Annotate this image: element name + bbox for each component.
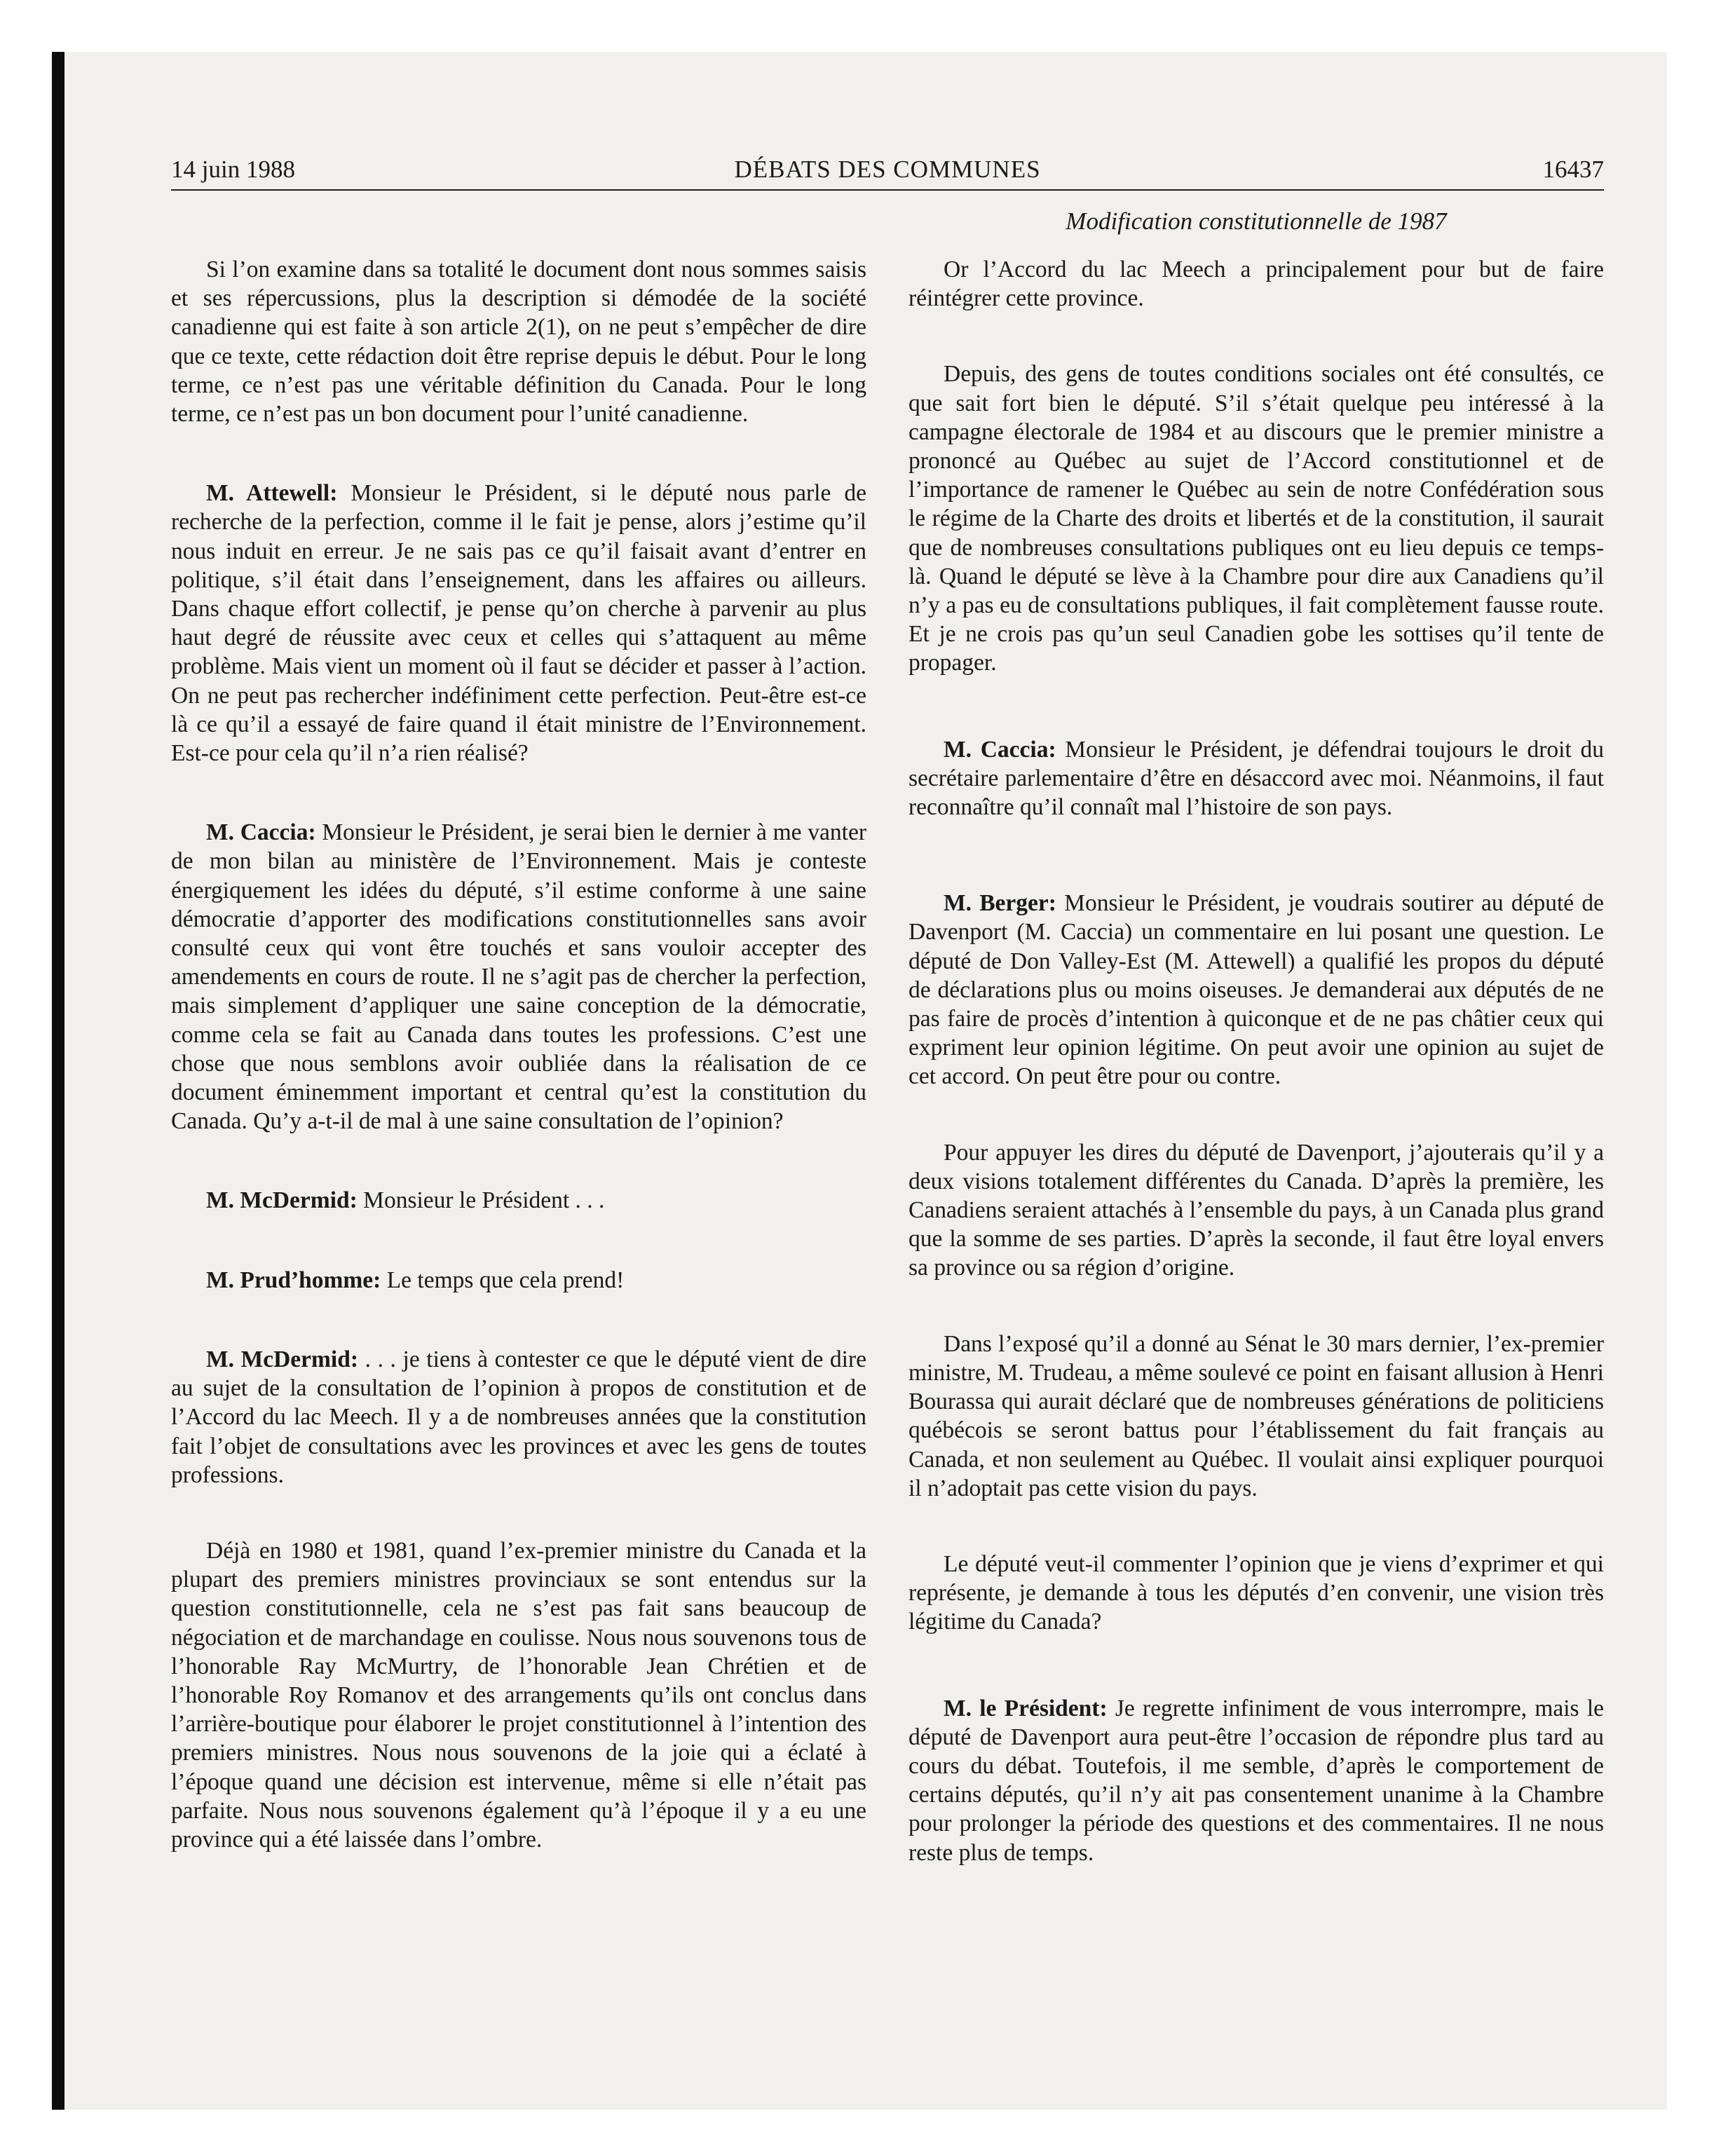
right-column: [909, 255, 1604, 1867]
section-subheader: Modification constitutionnelle de 1987: [1066, 207, 1447, 235]
speaker-name: M. Caccia:: [944, 736, 1056, 763]
paragraph-text: Monsieur le Président, si le député nous parle de recherche de la perfection, comme il le fait je pense, alors j’estime qu’il nous induit en erreur. Je ne sais pas ce qu’il faisait avant d’entrer en politique, s’il était dans l’enseignement, dans les affaires ou ailleurs. Dans chaque effort collectif, je pense qu’on cherche à parvenir au plus haut degré de réussite avec ceux et celles qui s’attaquent au même problème. Mais vient un moment où il faut se décider et passer à l’action. On ne peut pas rechercher indéfiniment cette perfection. Peut-être est-ce là ce qu’il a essayé de faire quand il était ministre de l’Environnement. Est-ce pour cela qu’il n’a rien réalisé?: [171, 480, 866, 767]
left-column: [171, 255, 866, 1854]
paragraph: [171, 479, 866, 767]
paragraph: [909, 889, 1604, 1091]
paragraph: [171, 1345, 866, 1489]
speaker-name: M. McDermid:: [206, 1346, 359, 1372]
paragraph-text: Dans l’exposé qu’il a donné au Sénat le 30 mars dernier, l’ex-premier ministre, M. Trudeau, a même soulevé ce point en faisant allusion à Henri Bourassa qui aurait déclaré que de nombreuses générations de politiciens québécois se seront battus pour l’établissement du fait français au Canada, et non seulement au Québec. Il voulait ainsi expliquer pourquoi il n’adoptait pas cette vision du pays.: [909, 1330, 1604, 1501]
header-page-number: 16437: [1542, 156, 1604, 183]
paragraph: [171, 1536, 866, 1854]
speaker-name: M. Attewell:: [206, 480, 338, 507]
paragraph-text: Déjà en 1980 et 1981, quand l’ex-premier ministre du Canada et la plupart des premiers ministres provinciaux se sont entendus sur la question constitutionnelle, cela ne s’est pas fait sans beaucoup de négociation et de marchandage en coulisse. Nous nous souvenons tous de l’honorable Ray McMurtry, de l’honorable Jean Chrétien et de l’honorable Roy Romanov et des arrangements qu’ils ont conclus dans l’arrière-boutique pour élaborer le projet constitutionnel à l’intention des premiers ministres. Nous nous souvenons de la joie qui a éclaté à l’époque quand une décision est intervenue, même si elle n’était pas parfaite. Nous nous souvenons également qu’à l’époque il y a eu une province qui a été laissée dans l’ombre.: [171, 1537, 866, 1853]
paragraph-text: Monsieur le Président, je serai bien le dernier à me vanter de mon bilan au ministère de l’Environnement. Mais je conteste énergiquement les idées du député, s’il estime conforme à une saine démocratie d’apporter des modifications constitutionnelles sans avoir consulté ceux qui vont être touchés et sans vouloir accepter des amendements en cours de route. Il ne s’agit pas de chercher la perfection, mais simplement d’appliquer une saine conception de la démocratie, comme cela se fait au Canada dans toutes les professions. C’est une chose que nous semblons avoir oubliée dans la réalisation de ce document éminemment important et central qu’est la constitution du Canada. Qu’y a-t-il de mal à une saine consultation de l’opinion?: [171, 819, 866, 1135]
paragraph: [909, 1694, 1604, 1867]
page-header: [171, 150, 1604, 191]
paragraph: [171, 255, 866, 428]
paragraph-text: Si l’on examine dans sa totalité le document dont nous sommes saisis et ses répercussions, plus la description si démodée de la société canadienne qui est faite à son article 2(1), on ne peut s’empêcher de dire que ce texte, cette rédaction doit être reprise depuis le début. Pour le long terme, ce n’est pas une véritable définition du Canada. Pour le long terme, ce n’est pas un bon document pour l’unité canadienne.: [171, 257, 866, 428]
paragraph-text: Monsieur le Président, je défendrai toujours le droit du secrétaire parlementaire d’être en désaccord avec moi. Néanmoins, il faut reconnaître qu’il connaît mal l’histoire de son pays.: [909, 736, 1604, 821]
paragraph: [909, 360, 1604, 677]
paragraph-text: . . . je tiens à contester ce que le député vient de dire au sujet de la consultation de l’opinion à propos de constitution et de l’Accord du lac Meech. Il y a de nombreuses années que la constitution fait l’objet de consultations avec les provinces et avec les gens de toutes professions.: [171, 1346, 866, 1488]
scan-edge-shadow: [52, 52, 64, 2110]
paragraph-text: Monsieur le Président . . .: [357, 1187, 605, 1214]
speaker-name: M. Berger:: [944, 890, 1056, 917]
paragraph-text: Or l’Accord du lac Meech a principalement pour but de faire réintégrer cette province.: [909, 257, 1604, 312]
paragraph-text: Le député veut-il commenter l’opinion que je viens d’exprimer et qui représente, je demande à tous les députés d’en convenir, une vision très légitime du Canada?: [909, 1550, 1604, 1635]
paragraph-text: Monsieur le Président, je voudrais soutirer au député de Davenport (M. Caccia) un commentaire en lui posant une question. Le député de Don Valley-Est (M. Attewell) a qualifié les propos du député de déclarations plus ou moins oiseuses. Je demanderai aux députés de ne pas faire de procès d’intention à quiconque et de ne pas châtier ceux qui expriment leur opinion légitime. On peut avoir une opinion au sujet de cet accord. On peut être pour ou contre.: [909, 890, 1604, 1090]
paragraph: [909, 1550, 1604, 1637]
paragraph: [909, 1138, 1604, 1283]
speaker-name: M. le Président:: [944, 1695, 1108, 1721]
speaker-name: M. Prud’homme:: [206, 1267, 381, 1293]
paragraph: [171, 1186, 866, 1215]
paragraph: [171, 818, 866, 1135]
paragraph-text: Je regrette infiniment de vous interrompre, mais le député de Davenport aura peut-être l’occasion de répondre plus tard au cours du débat. Toutefois, il me semble, d’après le comportement de certains députés, qu’il n’y ait pas consentement unanime à la Chambre pour prolonger la période des questions et des commentaires. Il ne nous reste plus de temps.: [909, 1695, 1604, 1866]
header-title: DÉBATS DES COMMUNES: [734, 156, 1041, 183]
header-date: 14 juin 1988: [171, 156, 295, 183]
paragraph: [909, 255, 1604, 313]
paragraph-text: Pour appuyer les dires du député de Davenport, j’ajouterais qu’il y a deux visions totalement différentes du Canada. D’après la première, les Canadiens seraient attachés à l’ensemble du pays, à un Canada plus grand que la somme de ses parties. D’après la seconde, il faut être loyal envers sa province ou sa région d’origine.: [909, 1139, 1604, 1281]
paragraph-text: Le temps que cela prend!: [381, 1267, 625, 1293]
paragraph: [171, 1266, 866, 1295]
speaker-name: M. Caccia:: [206, 819, 316, 846]
speaker-name: M. McDermid:: [206, 1187, 358, 1214]
paragraph-text: Depuis, des gens de toutes conditions sociales ont été consultés, ce que sait fort bien le député. S’il s’était quelque peu intéressé à la campagne électorale de 1984 et au discours que le premier ministre a prononcé au Québec au sujet de l’Accord constitutionnel et de l’importance de ramener le Québec au sein de notre Confédération sous le régime de la Charte des droits et libertés et de la constitution, il saurait que de nombreuses consultations publiques ont eu lieu depuis ce temps-là. Quand le député se lève à la Chambre pour dire aux Canadiens qu’il n’y a pas eu de consultations publiques, il fait complètement fausse route. Et je ne crois pas qu’un seul Canadien gobe les sottises qu’il tente de propager.: [909, 361, 1604, 676]
paragraph: [909, 735, 1604, 822]
paragraph: [909, 1330, 1604, 1503]
